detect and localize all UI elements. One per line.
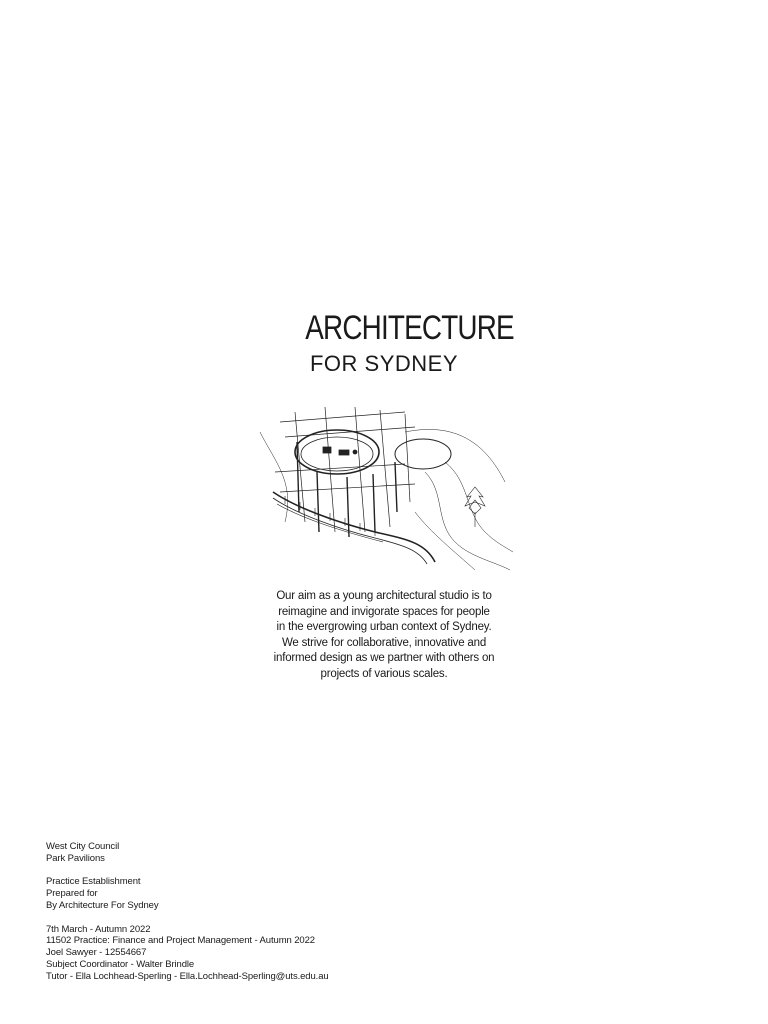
aim-line: We strive for collaborative, innovative and [281,636,487,649]
isometric-pavilion-drawing-icon [255,392,515,572]
project-name: Park Pavilions [46,852,105,864]
prepared-for: Prepared for [46,888,98,900]
student-name: Joel Sawyer - 12554667 [46,947,147,959]
client-name: West City Council [46,841,120,852]
aim-line: reimagine and invigorate spaces for people [278,605,490,618]
document-details [46,841,329,983]
studio-aim-statement [230,589,538,682]
tutor-details: Tutor - Ella Lochhead-Sperling - Ella.Lochhead-Sperling@uts.edu.au [46,970,329,982]
subject-name: 11502 Practice: Finance and Project Management - Autumn 2022 [46,935,315,947]
document-date: 7th March - Autumn 2022 [46,923,151,935]
spacer [46,865,329,877]
logo-subtitle: FOR SYDNEY [309,351,459,376]
document-type: Practice Establishment [46,876,141,888]
spacer [46,912,329,924]
studio-logo [288,308,514,378]
aim-line: projects of various scales. [320,667,448,680]
logo-title: ARCHITECTURE [305,309,514,347]
aim-line: in the evergrowing urban context of Sydney. [276,621,492,633]
prepared-by: By Architecture For Sydney [46,899,159,911]
aim-line: informed design as we partner with others on [273,652,495,664]
subject-coordinator: Subject Coordinator - Walter Brindle [46,958,195,970]
aim-line: Our aim as a young architectural studio is to [276,590,492,602]
